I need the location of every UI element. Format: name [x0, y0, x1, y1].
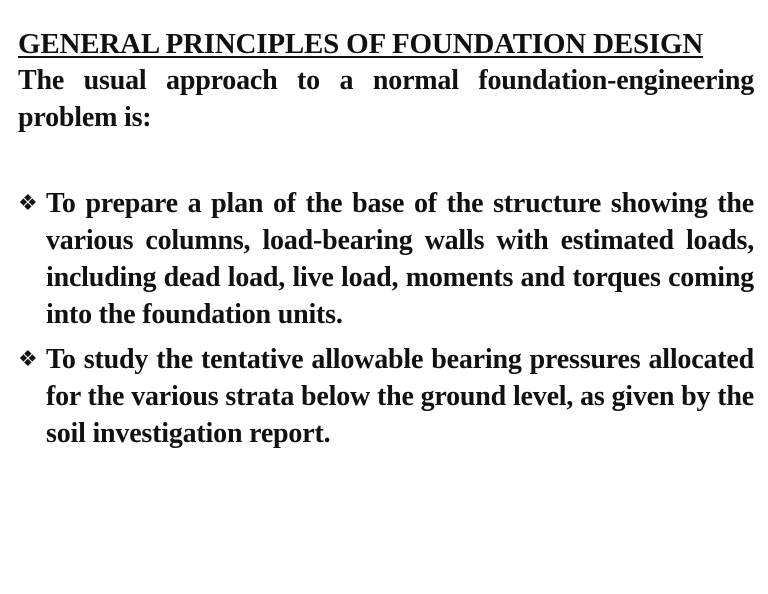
page-title: GENERAL PRINCIPLES OF FOUNDATION DESIGN [18, 28, 704, 60]
bullet-text: To prepare a plan of the base of the structure showing the various columns, load-bearing walls with estimated loads, including dead load, live load, moments and torques coming into the foundation units. [46, 188, 754, 330]
intro-paragraph: The usual approach to a normal foundation-engineering problem is: [18, 65, 754, 133]
slide [18, 26, 754, 460]
four-diamond-bullet-icon: ❖ [18, 347, 38, 372]
four-diamond-bullet-icon: ❖ [18, 191, 38, 216]
list-item [18, 341, 754, 452]
bullet-text: To study the tentative allowable bearing pressures allocated for the various strata below the ground level, as given by the soil investigation report. [46, 344, 754, 449]
list-item [18, 185, 754, 333]
bullet-list [18, 185, 754, 452]
